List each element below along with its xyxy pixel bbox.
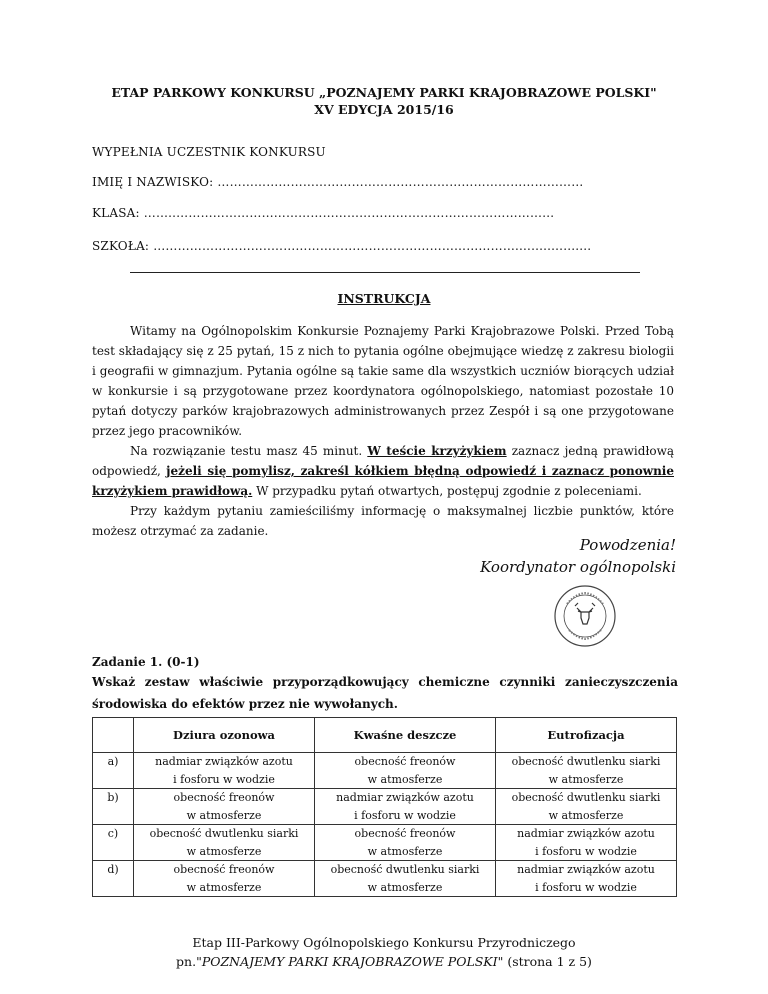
footer-line-1: Etap III-Parkowy Ogólnopolskiego Konkursu Przyrodniczego xyxy=(192,935,576,950)
table-cell: obecność freonów w atmosferze xyxy=(134,789,315,825)
option-label[interactable]: c) xyxy=(93,825,134,861)
table-header-row xyxy=(93,718,677,753)
moose-seal-icon xyxy=(553,584,617,648)
table-header-eutrophication: Eutrofizacja xyxy=(496,718,677,753)
instruction-body xyxy=(92,321,674,541)
table-cell: obecność freonów w atmosferze xyxy=(134,861,315,897)
class-field[interactable]: KLASA: ……..………………………………………………………………………………… xyxy=(92,206,555,220)
table-cell: obecność dwutlenku siarki w atmosferze xyxy=(496,753,677,789)
option-label[interactable]: a) xyxy=(93,753,134,789)
form-intro: WYPEŁNIA UCZESTNIK KONKURSU xyxy=(92,145,326,159)
instruction-heading: INSTRUKCJA xyxy=(337,291,431,306)
table-cell: nadmiar związków azotu i fosforu w wodzie xyxy=(134,753,315,789)
school-field[interactable]: SZKOŁA: ………………………..……………………………………………………................... xyxy=(92,239,592,253)
task1-title: Zadanie 1. (0-1) xyxy=(92,655,200,669)
table-row[interactable] xyxy=(93,753,677,789)
instruction-paragraph-2 xyxy=(92,441,674,501)
signature-greeting: Powodzenia! xyxy=(579,536,676,554)
table-cell: obecność dwutlenku siarki w atmosferze xyxy=(315,861,496,897)
task1-answer-table xyxy=(92,717,677,897)
option-label[interactable]: d) xyxy=(93,861,134,897)
table-header-ozone: Dziura ozonowa xyxy=(134,718,315,753)
page-footer xyxy=(0,933,768,971)
table-row[interactable] xyxy=(93,861,677,897)
footer-line-2 xyxy=(0,952,768,971)
instruction-paragraph-3: Przy każdym pytaniu zamieściliśmy informację o maksymalnej liczbie punktów, które możesz otrzymać za zadanie. xyxy=(92,504,674,538)
p2-text-a: Na rozwiązanie testu masz 45 minut. xyxy=(130,444,368,458)
contest-title: ETAP PARKOWY KONKURSU „POZNAJEMY PARKI KRAJOBRAZOWE POLSKI" xyxy=(111,85,657,100)
p2-text-c: zaznacz jedną prawidłową odpowiedź, xyxy=(92,444,674,478)
option-label[interactable]: b) xyxy=(93,789,134,825)
edition-title: XV EDYCJA 2015/16 xyxy=(314,102,454,117)
instruction-paragraph-1: Witamy na Ogólnopolskim Konkursie Poznajemy Parki Krajobrazowe Polski. Przed Tobą test składający się z 25 pytań, 15 z nich to pytania ogólne obejmujące wiedzę z zakresu biologii i geografii w gimnazjum. Pytania ogólne są takie same dla wszystkich uczniów biorących udział w konkursie i są przygotowane przez koordynatora ogólnopolskiego, natomiast pozostałe 10 pytań dotyczy parków krajobrazowych administrowanych przez Zespół i są one przygotowane przez jego pracowników. xyxy=(92,324,674,438)
table-header-acid-rain: Kwaśne deszcze xyxy=(315,718,496,753)
table-cell: obecność freonów w atmosferze xyxy=(315,753,496,789)
table-cell: obecność freonów w atmosferze xyxy=(315,825,496,861)
table-cell: obecność dwutlenku siarki w atmosferze xyxy=(496,789,677,825)
table-header-empty xyxy=(93,718,134,753)
footer-prefix: pn." xyxy=(176,954,202,969)
table-cell: nadmiar związków azotu i fosforu w wodzie xyxy=(315,789,496,825)
footer-page-number: (strona 1 z 5) xyxy=(503,954,592,969)
signature-author: Koordynator ogólnopolski xyxy=(480,558,676,576)
divider xyxy=(130,272,640,273)
name-field[interactable]: IMIĘ I NAZWISKO: ……………………………………………………………………………… xyxy=(92,175,584,189)
table-row[interactable] xyxy=(93,825,677,861)
task1-question: Wskaż zestaw właściwie przyporządkowujący chemiczne czynniki zanieczyszczenia środowiska do efektów przez nie wywołanych. xyxy=(92,675,678,711)
footer-contest-name: POZNAJEMY PARKI KRAJOBRAZOWE POLSKI" xyxy=(201,954,504,969)
p2-text-e: W przypadku pytań otwartych, postępuj zgodnie z poleceniami. xyxy=(252,484,642,498)
table-cell: nadmiar związków azotu i fosforu w wodzie xyxy=(496,825,677,861)
table-row[interactable] xyxy=(93,789,677,825)
table-cell: nadmiar związków azotu i fosforu w wodzie xyxy=(496,861,677,897)
table-cell: obecność dwutlenku siarki w atmosferze xyxy=(134,825,315,861)
p2-emphasis-correction: jeżeli się pomylisz, zakreśl kółkiem błędną odpowiedź i zaznacz ponownie krzyżykiem prawidłową. xyxy=(92,464,674,498)
p2-emphasis-cross: W teście krzyżykiem xyxy=(367,444,507,458)
signature xyxy=(480,534,676,578)
